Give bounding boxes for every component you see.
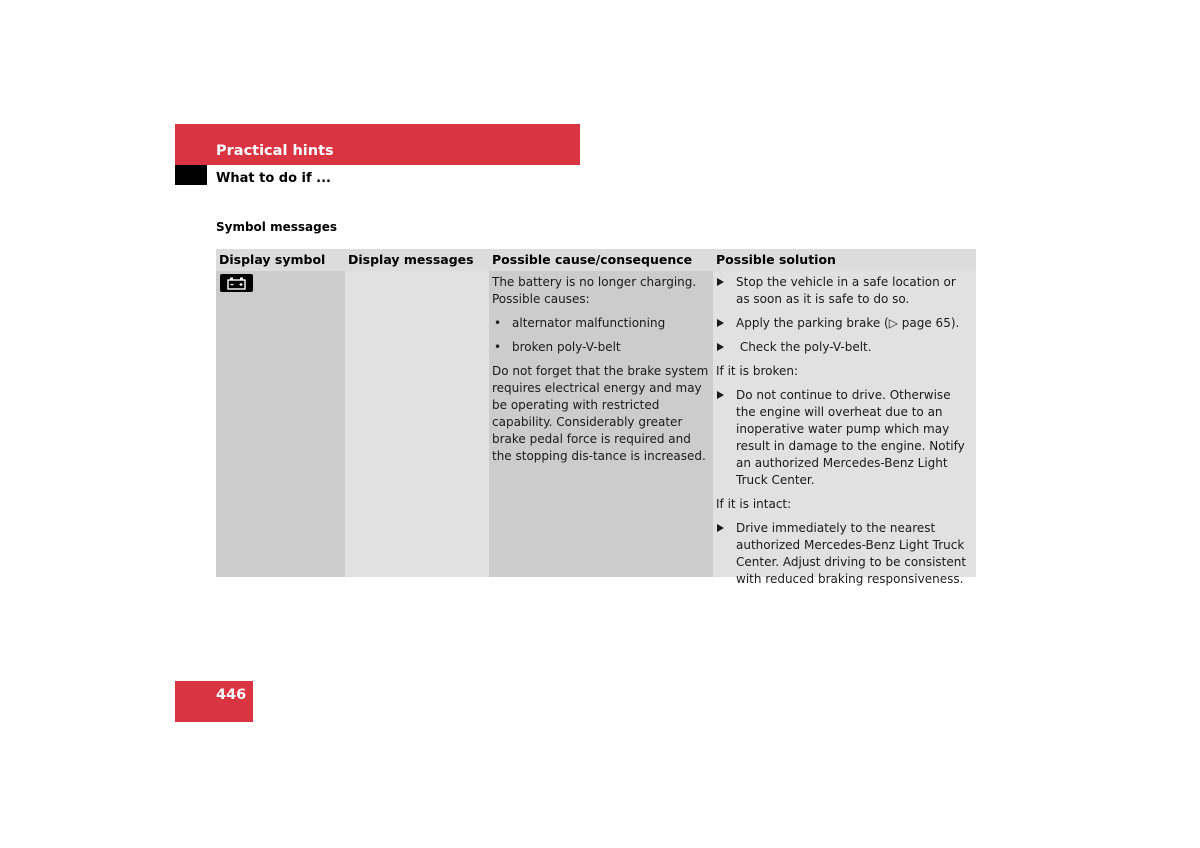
solution-step: Drive immediately to the nearest authorized Mercedes-Benz Light Truck Center. Adjust driving to be consistent with reduced braking responsiveness.	[716, 520, 973, 588]
bullet-dot-icon: •	[494, 316, 502, 330]
cause-bullet: • broken poly-V-belt	[494, 340, 621, 354]
section-heading: Symbol messages	[216, 220, 337, 234]
solution-step: Apply the parking brake (▷ page 65).	[716, 315, 973, 332]
cause-intro: The battery is no longer charging. Possible causes:	[492, 275, 697, 306]
column-header-display-symbol: Display symbol	[219, 252, 326, 267]
symbol-messages-table	[216, 249, 976, 586]
section-marker	[175, 165, 207, 185]
step-arrow-icon	[717, 319, 724, 327]
page-number: 446	[216, 687, 247, 703]
cell-solution	[713, 271, 976, 586]
solution-step: Check the poly-V-belt.	[716, 339, 973, 356]
table-header-row	[216, 249, 976, 271]
step-arrow-icon	[717, 391, 724, 399]
cause-bullet: • alternator malfunctioning	[494, 316, 666, 330]
step-arrow-icon	[717, 524, 724, 532]
cell-display-symbol	[216, 271, 345, 577]
cell-display-messages	[345, 271, 489, 577]
solution-step: Do not continue to drive. Otherwise the engine will overheat due to an inoperative water pump which may result in damage to the engine. Notify an authorized Mercedes-Benz Light Truck Center.	[716, 387, 973, 489]
step-arrow-icon	[717, 343, 724, 351]
if-broken-label: If it is broken:	[716, 364, 799, 378]
step-arrow-icon	[717, 278, 724, 286]
if-intact-label: If it is intact:	[716, 497, 792, 511]
cell-cause	[489, 271, 713, 577]
column-header-display-messages: Display messages	[348, 252, 474, 267]
cause-note: Do not forget that the brake system requires electrical energy and may be operating with restricted capability. Considerably greater brake pedal force is required and the stopping dis-tance is increased.	[492, 364, 709, 463]
column-header-cause: Possible cause/consequence	[492, 252, 693, 267]
battery-icon	[220, 274, 253, 292]
solution-step: Stop the vehicle in a safe location or as soon as it is safe to do so.	[716, 274, 973, 308]
bullet-dot-icon: •	[494, 340, 502, 354]
column-header-solution: Possible solution	[716, 252, 836, 267]
chapter-title: Practical hints	[216, 143, 334, 159]
page-subheading: What to do if ...	[216, 171, 331, 186]
